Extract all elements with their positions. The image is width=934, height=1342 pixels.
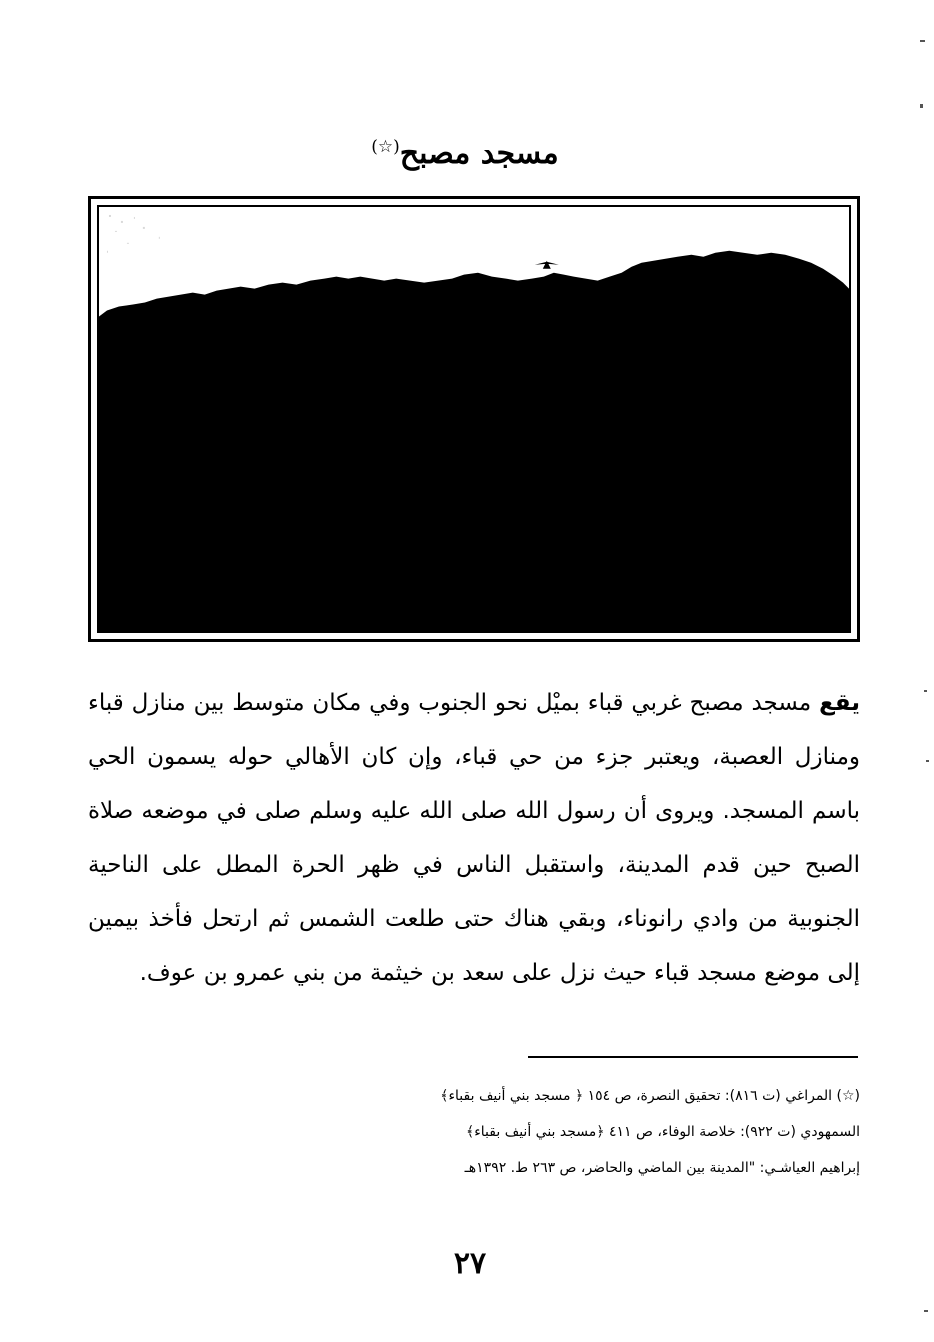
paragraph-text: مسجد مصبح غربي قباء بميْل نحو الجنوب وفي مكان متوسط بين منازل قباء ومنازل العصبة، ويعتبر جزء من حي قباء، وإن كان الأهالي حوله يسمون الحي باسم المسجد. ويروى أن رسول الله صلى الله عليه وسلم صلى في موضعه صلاة الصبح حين قدم المدينة، واستقبل الناس في ظهر الحرة المطل على الناحية الجنوبية من وادي رانوناء، وبقي هناك حتى طلعت الشمس ثم ارتحل فأخذ بيمين إلى موضع مسجد قباء حيث نزل على سعد بن خيثمة من بني عمرو بن عوف. bbox=[88, 690, 860, 986]
scan-speck bbox=[924, 690, 927, 692]
scan-speck bbox=[920, 40, 925, 42]
photo-silhouette bbox=[99, 207, 849, 631]
scan-speck bbox=[926, 760, 929, 762]
page-title bbox=[300, 122, 630, 172]
scan-speck bbox=[924, 1310, 928, 1312]
title-footnote-marker: (☆) bbox=[371, 137, 400, 157]
footnote-line: (☆) المراغي (ت ٨١٦): تحقيق النصرة، ص ١٥٤ ﴿ مسجد بني أنيف بقباء﴾ bbox=[440, 1088, 860, 1104]
page-number: ٢٧ bbox=[453, 1246, 487, 1281]
title-text: مسجد مصبح bbox=[399, 136, 559, 171]
mosque-area-photo bbox=[97, 205, 851, 633]
body-paragraph bbox=[88, 676, 860, 1000]
footnote-line: إبراهيم العياشـي: "المدينة بين الماضي والحاضر، ص ٢٦٣ ط. ١٣٩٢هـ bbox=[464, 1160, 860, 1176]
footnotes bbox=[300, 1078, 860, 1186]
footnote-separator bbox=[528, 1056, 858, 1058]
photo-frame bbox=[88, 196, 860, 642]
paragraph-lead-word: يقع bbox=[819, 690, 860, 716]
footnote-line: السمهودي (ت ٩٢٢): خلاصة الوفاء، ص ٤١١ ﴿مسجد بني أنيف بقباء﴾ bbox=[466, 1124, 860, 1140]
scan-speck bbox=[920, 104, 923, 108]
